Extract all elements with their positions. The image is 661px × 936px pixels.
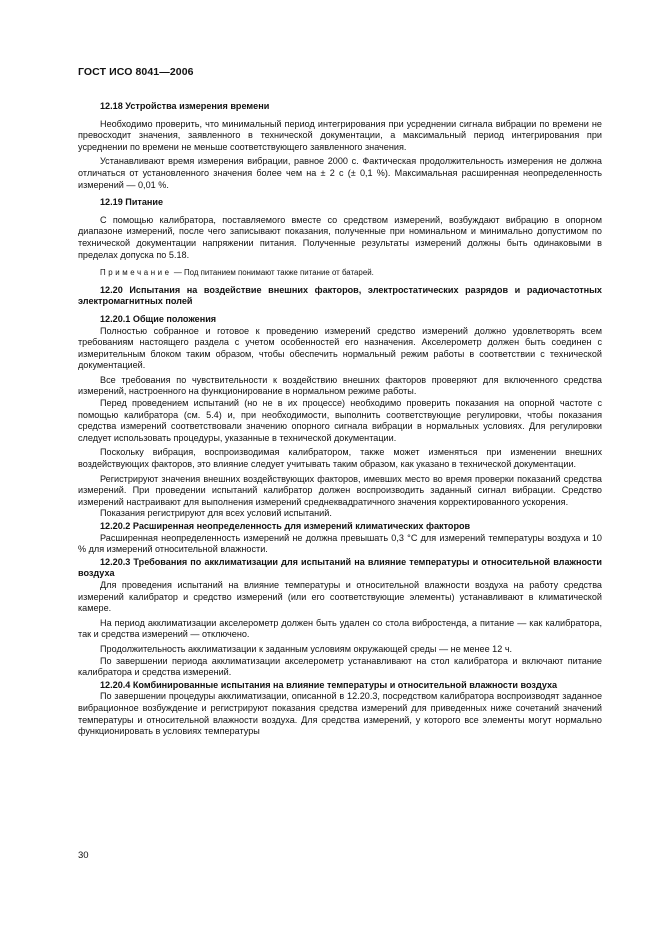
paragraph: Показания регистрируют для всех условий испытаний.: [100, 508, 332, 519]
subsection-heading: 12.20.3 Требования по акклиматизации для испытаний на влияние температуры и относительной влажности воздуха: [78, 556, 602, 579]
note-label: Примечание: [100, 268, 172, 278]
paragraph: Необходимо проверить, что минимальный период интегрирования при усреднении сигнала вибрации по времени не превосходит значения, заявленного в технической документации, а максимальный период интегрирования при усреднении по времени не меньше соответствующего заявленного значения.: [78, 118, 602, 152]
paragraph: Все требования по чувствительности к воздействию внешних факторов проверяют для включенного средства измерений, настроенного на функционирование в нормальном режиме работы.: [78, 374, 602, 397]
subsection-heading: 12.20.1 Общие положения: [100, 313, 217, 324]
note-text: — Под питанием понимают также питание от батарей.: [171, 268, 374, 278]
page-header: ГОСТ ИСО 8041—2006: [78, 66, 194, 78]
paragraph: Для проведения испытаний на влияние температуры и относительной влажности воздуха на работу средства измерений калибратор и средство измерений (или его соответствующие элементы) устанавливают в климатической камере.: [78, 579, 602, 614]
paragraph: Расширенная неопределенность измерений не должна превышать 0,3 °С для измерений температуры воздуха и 10 % для измерений относительной влажности.: [78, 532, 602, 555]
paragraph: Полностью собранное и готовое к проведению измерений средство измерений должно удовлетворять всем требованиям настоящего раздела с учетом особенностей его назначения. Акселерометр должен быть соединен с измерительным блоком таким образом, чтобы обеспечить нормальный режим работы в соответствии с технической документацией.: [78, 325, 602, 371]
page-number: 30: [78, 850, 89, 861]
paragraph: По завершении периода акклиматизации акселерометр устанавливают на стол калибратора и включают питание калибратора и средства измерений.: [78, 655, 602, 678]
note: [78, 267, 602, 279]
paragraph: С помощью калибратора, поставляемого вместе со средством измерений, возбуждают вибрацию в опорном диапазоне измерений, после чего записывают показания, полученные при номинальном и минимально допустимом по технической документации напряжении питания. Полученные результаты измерений должны быть одинаковыми в пределах допуска по 5.18.: [78, 214, 602, 260]
paragraph: Перед проведением испытаний (но не в их процессе) необходимо проверить показания на опорной частоте с помощью калибратора (см. 5.4) и, при необходимости, выполнить соответствующие регулировки, чтобы показания средства измерений соответствовали значению опорного сигнала вибрации в нормальных условиях. Для регулировки следует использовать процедуры, указанные в технической документации.: [78, 398, 602, 443]
document-body: [78, 95, 602, 738]
subsection-heading: 12.20.4 Комбинированные испытания на влияние температуры и относительной влажности воздуха: [100, 679, 558, 690]
paragraph: На период акклиматизации акселерометр должен быть удален со стола вибростенда, а питание — как калибратора, так и средства измерений — отключено.: [78, 617, 602, 640]
paragraph: По завершении процедуры акклиматизации, описанной в 12.20.3, посредством калибратора воспроизводят заданное вибрационное возбуждение и регистрируют показания средства измерений для приведенных ниже сочетаний значений температуры и относительной влажности воздуха. Для средства измерений, у которого все элементы могут нормально функционировать в условиях температуры: [78, 691, 602, 737]
paragraph: Регистрируют значения внешних воздействующих факторов, имевших место во время проверки показаний средства измерений. При проведении испытаний калибратор должен воспроизводить заданный сигнал вибрации. Средство измерений настраивают для выполнения измерений среднеквадратичного значения корректированного ускорения.: [78, 473, 602, 507]
subsection-heading: 12.20.2 Расширенная неопределенность для измерений климатических факторов: [100, 521, 471, 531]
section-heading: 12.20 Испытания на воздействие внешних факторов, электростатических разрядов и радиочастотных электромагнитных полей: [78, 284, 602, 307]
section-heading: 12.18 Устройства измерения времени: [100, 101, 270, 111]
paragraph: Продолжительность акклиматизации к заданным условиям окружающей среды — не менее 12 ч.: [100, 643, 513, 654]
section-heading: 12.19 Питание: [100, 197, 164, 208]
paragraph: Устанавливают время измерения вибрации, равное 2000 с. Фактическая продолжительность измерения не должна отличаться от установленного значения более чем на ± 2 с (± 0,1 %). Максимальная расширенная неопределенность измерений — 0,01 %.: [78, 156, 602, 190]
paragraph: Поскольку вибрация, воспроизводимая калибратором, также может изменяться при изменении внешних воздействующих факторов, это влияние следует учитывать таким образом, как указано в технической документации.: [78, 447, 602, 470]
